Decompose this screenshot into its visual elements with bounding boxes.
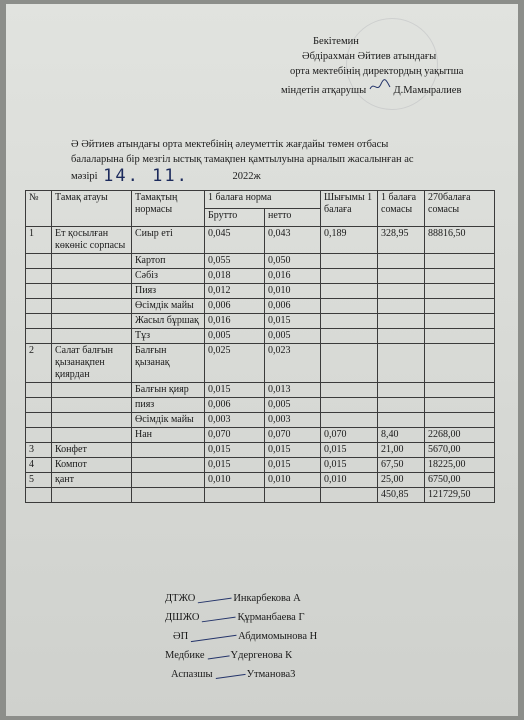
cell-no xyxy=(26,413,52,428)
table-row xyxy=(26,227,495,254)
table-row xyxy=(26,488,495,503)
cell-consumption: 0,015 xyxy=(321,443,378,458)
cell-per-child-sum xyxy=(378,284,425,299)
table-row xyxy=(26,383,495,398)
cell-consumption: 0,070 xyxy=(321,428,378,443)
table-row xyxy=(26,458,495,473)
cell-gross: 0,006 xyxy=(205,299,265,314)
cell-gross: 0,045 xyxy=(205,227,265,254)
cell-no xyxy=(26,398,52,413)
cell-no xyxy=(26,269,52,284)
cell-no xyxy=(26,428,52,443)
cell-meal: Конфет xyxy=(52,443,132,458)
cell-meal xyxy=(52,329,132,344)
cell-per-child-sum xyxy=(378,269,425,284)
cell-per-child-sum xyxy=(378,314,425,329)
cell-net: 0,005 xyxy=(265,398,321,413)
cell-no xyxy=(26,254,52,269)
cell-meal xyxy=(52,488,132,503)
cell-no xyxy=(26,488,52,503)
signature-line-2 xyxy=(165,608,317,627)
cell-total-sum xyxy=(425,329,495,344)
cell-ingredient: Пияз xyxy=(132,284,205,299)
approval-line-2: Әбдірахман Әйтиев атындағы xyxy=(302,51,437,62)
table-row xyxy=(26,329,495,344)
cell-no: 4 xyxy=(26,458,52,473)
cell-meal xyxy=(52,269,132,284)
cell-meal xyxy=(52,428,132,443)
signature-name: Утманова3 xyxy=(246,669,296,680)
cell-per-child-sum xyxy=(378,413,425,428)
signature-line-4 xyxy=(165,646,317,665)
cell-per-child-sum xyxy=(378,329,425,344)
approval-line-3: орта мектебінің директордың уақытша xyxy=(290,66,464,77)
cell-no: 1 xyxy=(26,227,52,254)
header-norm-name: Тамақтың нормасы xyxy=(132,191,205,227)
cell-consumption xyxy=(321,488,378,503)
header-per-child-sum: 1 балаға сомасы xyxy=(378,191,425,227)
approval-role: міндетін атқарушы xyxy=(281,85,367,96)
cell-per-child-sum xyxy=(378,299,425,314)
cell-net: 0,013 xyxy=(265,383,321,398)
cell-net: 0,016 xyxy=(265,269,321,284)
header-consumption: Шығымы 1 балаға xyxy=(321,191,378,227)
header-gross: Брутто xyxy=(205,209,265,227)
cell-total-sum: 18225,00 xyxy=(425,458,495,473)
cell-per-child-sum: 8,40 xyxy=(378,428,425,443)
cell-consumption xyxy=(321,413,378,428)
cell-gross: 0,016 xyxy=(205,314,265,329)
cell-per-child-sum xyxy=(378,383,425,398)
cell-total-sum: 2268,00 xyxy=(425,428,495,443)
cell-ingredient: Тұз xyxy=(132,329,205,344)
cell-net: 0,005 xyxy=(265,329,321,344)
cell-net: 0,003 xyxy=(265,413,321,428)
table-row xyxy=(26,344,495,383)
signature-name: Үдергенова К xyxy=(230,650,293,661)
cell-per-child-sum: 450,85 xyxy=(378,488,425,503)
cell-meal xyxy=(52,284,132,299)
table-row xyxy=(26,299,495,314)
signature-line-5 xyxy=(165,665,317,684)
cell-consumption xyxy=(321,329,378,344)
cell-net: 0,015 xyxy=(265,458,321,473)
signature-line-3 xyxy=(165,627,317,646)
header-meal-name: Тамақ атауы xyxy=(52,191,132,227)
cell-consumption: 0,010 xyxy=(321,473,378,488)
cell-ingredient xyxy=(132,458,205,473)
cell-no: 5 xyxy=(26,473,52,488)
cell-meal xyxy=(52,398,132,413)
header-norm-per-child: 1 балаға норма xyxy=(205,191,321,209)
cell-gross: 0,010 xyxy=(205,473,265,488)
approval-block xyxy=(281,34,463,98)
header-total-sum: 270балаға сомасы xyxy=(425,191,495,227)
signature-name: Инкарбекова А xyxy=(233,593,301,604)
cell-meal xyxy=(52,413,132,428)
cell-total-sum xyxy=(425,269,495,284)
cell-ingredient: Нан xyxy=(132,428,205,443)
cell-ingredient: Сиыр еті xyxy=(132,227,205,254)
signature-role: ДТЖО xyxy=(165,593,196,604)
cell-meal: Ет қосылған көкөніс сорпасы xyxy=(52,227,132,254)
cell-total-sum xyxy=(425,398,495,413)
signature-role: ДШЖО xyxy=(165,612,200,623)
cell-total-sum: 6750,00 xyxy=(425,473,495,488)
cell-total-sum: 5670,00 xyxy=(425,443,495,458)
cell-meal xyxy=(52,314,132,329)
cell-consumption xyxy=(321,314,378,329)
cell-ingredient: Өсімдік майы xyxy=(132,299,205,314)
menu-table xyxy=(25,190,495,503)
cell-total-sum xyxy=(425,344,495,383)
cell-consumption xyxy=(321,284,378,299)
cell-gross: 0,018 xyxy=(205,269,265,284)
cell-total-sum xyxy=(425,314,495,329)
cell-meal xyxy=(52,383,132,398)
cell-ingredient: пияз xyxy=(132,398,205,413)
cell-consumption xyxy=(321,254,378,269)
cell-consumption: 0,189 xyxy=(321,227,378,254)
cell-net: 0,050 xyxy=(265,254,321,269)
cell-no: 2 xyxy=(26,344,52,383)
table-row xyxy=(26,413,495,428)
cell-gross: 0,005 xyxy=(205,329,265,344)
title-year: 2022ж xyxy=(232,171,261,182)
cell-ingredient xyxy=(132,488,205,503)
signature-role: ӘП xyxy=(173,631,189,642)
cell-meal: Компот xyxy=(52,458,132,473)
approval-line-4 xyxy=(281,79,463,98)
cell-per-child-sum: 21,00 xyxy=(378,443,425,458)
cell-ingredient: Сәбіз xyxy=(132,269,205,284)
cell-total-sum xyxy=(425,413,495,428)
signature-name: Абдимомынова Н xyxy=(238,631,318,642)
cell-gross: 0,003 xyxy=(205,413,265,428)
signature-mark xyxy=(201,607,236,623)
cell-no xyxy=(26,329,52,344)
cell-ingredient xyxy=(132,473,205,488)
cell-no xyxy=(26,299,52,314)
table-row xyxy=(26,473,495,488)
cell-ingredient: Жасыл бұршақ xyxy=(132,314,205,329)
cell-gross: 0,012 xyxy=(205,284,265,299)
signature-role: Медбике xyxy=(165,650,205,661)
cell-meal: қант xyxy=(52,473,132,488)
cell-gross: 0,015 xyxy=(205,383,265,398)
document-title xyxy=(71,137,471,184)
cell-ingredient: Картоп xyxy=(132,254,205,269)
director-name: Д.Мамыралиев xyxy=(393,85,462,96)
cell-net: 0,010 xyxy=(265,473,321,488)
table-row xyxy=(26,443,495,458)
header-net: нетто xyxy=(265,209,321,227)
cell-gross: 0,015 xyxy=(205,443,265,458)
cell-per-child-sum xyxy=(378,254,425,269)
cell-meal: Салат балғын қызанақпен қиярдан xyxy=(52,344,132,383)
cell-per-child-sum: 67,50 xyxy=(378,458,425,473)
signature-mark xyxy=(206,646,229,660)
table-row xyxy=(26,284,495,299)
signature-name: Құрманбаева Г xyxy=(237,612,305,623)
cell-ingredient: Балғын қияр xyxy=(132,383,205,398)
cell-gross xyxy=(205,488,265,503)
cell-gross: 0,070 xyxy=(205,428,265,443)
cell-per-child-sum xyxy=(378,344,425,383)
cell-total-sum: 88816,50 xyxy=(425,227,495,254)
cell-consumption xyxy=(321,299,378,314)
cell-gross: 0,055 xyxy=(205,254,265,269)
cell-ingredient: Өсімдік майы xyxy=(132,413,205,428)
cell-total-sum xyxy=(425,254,495,269)
table-row xyxy=(26,269,495,284)
cell-total-sum xyxy=(425,299,495,314)
cell-meal xyxy=(52,299,132,314)
cell-per-child-sum xyxy=(378,398,425,413)
cell-per-child-sum: 25,00 xyxy=(378,473,425,488)
cell-net: 0,010 xyxy=(265,284,321,299)
title-menu-word: мәзірі xyxy=(71,171,98,182)
cell-ingredient xyxy=(132,443,205,458)
title-line-3 xyxy=(71,167,471,184)
handwritten-date: 14. 11. xyxy=(103,166,189,186)
table-body xyxy=(26,227,495,503)
cell-gross: 0,006 xyxy=(205,398,265,413)
director-signature xyxy=(369,79,391,98)
cell-gross: 0,015 xyxy=(205,458,265,473)
table-row xyxy=(26,254,495,269)
signature-role: Аспазшы xyxy=(171,669,213,680)
cell-net: 0,015 xyxy=(265,314,321,329)
cell-no xyxy=(26,383,52,398)
cell-total-sum xyxy=(425,284,495,299)
cell-consumption xyxy=(321,398,378,413)
cell-meal xyxy=(52,254,132,269)
cell-no xyxy=(26,314,52,329)
cell-per-child-sum: 328,95 xyxy=(378,227,425,254)
cell-ingredient: Балғын қызанақ xyxy=(132,344,205,383)
cell-net: 0,023 xyxy=(265,344,321,383)
cell-gross: 0,025 xyxy=(205,344,265,383)
table-row xyxy=(26,314,495,329)
cell-total-sum: 121729,50 xyxy=(425,488,495,503)
signature-mark xyxy=(214,664,245,679)
signatures-block xyxy=(165,589,317,684)
cell-consumption xyxy=(321,383,378,398)
cell-net xyxy=(265,488,321,503)
cell-net: 0,006 xyxy=(265,299,321,314)
cell-no: 3 xyxy=(26,443,52,458)
signature-line-1 xyxy=(165,589,317,608)
cell-consumption: 0,015 xyxy=(321,458,378,473)
signature-mark xyxy=(197,588,232,604)
approval-line-1: Бекітемин xyxy=(313,36,359,47)
cell-no xyxy=(26,284,52,299)
signature-mark xyxy=(190,625,237,642)
title-line-1: Ә Әйтиев атындағы орта мектебінің әлеуметтік жағдайы төмен отбасы xyxy=(71,139,389,150)
cell-consumption xyxy=(321,269,378,284)
cell-net: 0,043 xyxy=(265,227,321,254)
cell-consumption xyxy=(321,344,378,383)
cell-net: 0,015 xyxy=(265,443,321,458)
cell-net: 0,070 xyxy=(265,428,321,443)
title-line-2: балаларына бір мезгіл ыстық тамақпен қамтылуына арналып жасалынған ас xyxy=(71,154,414,165)
cell-total-sum xyxy=(425,383,495,398)
table-row xyxy=(26,398,495,413)
table-row xyxy=(26,428,495,443)
header-no: № xyxy=(26,191,52,227)
